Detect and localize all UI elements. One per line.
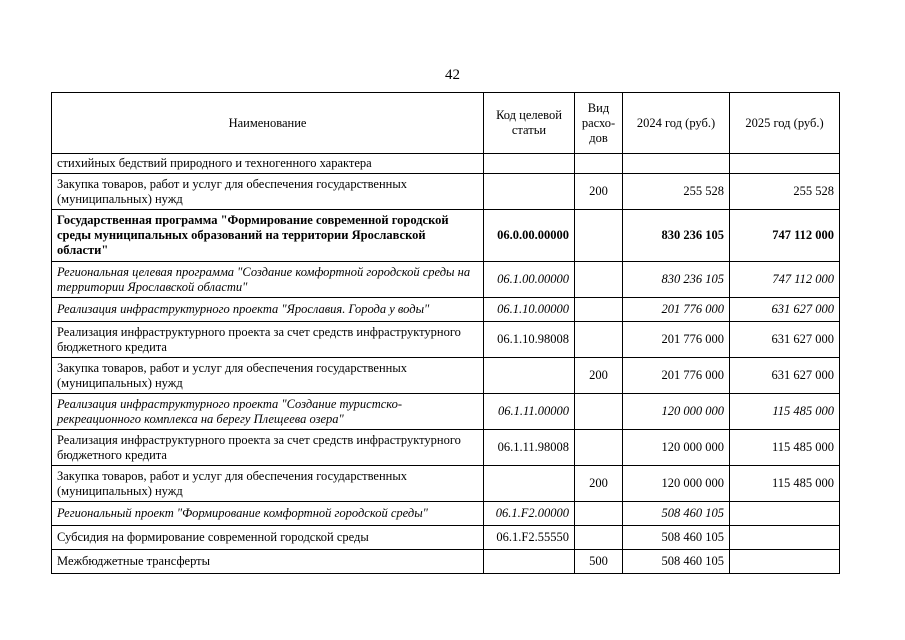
cell-name: Реализация инфраструктурного проекта за счет средств инфраструктурного бюджетного кредита xyxy=(52,430,484,466)
cell-2025: 115 485 000 xyxy=(730,394,840,430)
cell-code: 06.1.F2.55550 xyxy=(484,526,575,550)
cell-2025: 255 528 xyxy=(730,174,840,210)
cell-2024: 120 000 000 xyxy=(623,466,730,502)
cell-vid xyxy=(575,502,623,526)
cell-2025: 115 485 000 xyxy=(730,466,840,502)
cell-name: Закупка товаров, работ и услуг для обеспечения государственных (муниципальных) нужд xyxy=(52,358,484,394)
cell-2024: 120 000 000 xyxy=(623,394,730,430)
cell-name: Реализация инфраструктурного проекта за счет средств инфраструктурного бюджетного кредита xyxy=(52,322,484,358)
cell-vid xyxy=(575,526,623,550)
table-row xyxy=(52,394,840,430)
table-row xyxy=(52,358,840,394)
cell-code xyxy=(484,466,575,502)
cell-code: 06.1.F2.00000 xyxy=(484,502,575,526)
cell-name: стихийных бедствий природного и техногенного характера xyxy=(52,154,484,174)
table-row xyxy=(52,550,840,574)
cell-2025 xyxy=(730,550,840,574)
cell-code xyxy=(484,174,575,210)
cell-vid: 200 xyxy=(575,358,623,394)
cell-code: 06.1.11.00000 xyxy=(484,394,575,430)
cell-2025: 631 627 000 xyxy=(730,358,840,394)
cell-2025 xyxy=(730,526,840,550)
table-row xyxy=(52,262,840,298)
table-row xyxy=(52,526,840,550)
header-code: Код целевой статьи xyxy=(484,93,575,154)
cell-code: 06.1.00.00000 xyxy=(484,262,575,298)
cell-2024: 255 528 xyxy=(623,174,730,210)
cell-code: 06.1.11.98008 xyxy=(484,430,575,466)
cell-2024: 830 236 105 xyxy=(623,210,730,262)
cell-2025: 631 627 000 xyxy=(730,322,840,358)
table-row xyxy=(52,430,840,466)
table-row xyxy=(52,154,840,174)
cell-2024: 201 776 000 xyxy=(623,358,730,394)
cell-2024: 508 460 105 xyxy=(623,502,730,526)
cell-2025: 631 627 000 xyxy=(730,298,840,322)
cell-name: Закупка товаров, работ и услуг для обеспечения государственных (муниципальных) нужд xyxy=(52,174,484,210)
cell-vid xyxy=(575,430,623,466)
cell-code xyxy=(484,154,575,174)
table-body xyxy=(52,154,840,574)
cell-2024: 201 776 000 xyxy=(623,322,730,358)
cell-vid xyxy=(575,154,623,174)
cell-name: Межбюджетные трансферты xyxy=(52,550,484,574)
table-row xyxy=(52,210,840,262)
cell-vid: 200 xyxy=(575,174,623,210)
cell-vid xyxy=(575,322,623,358)
header-name: Наименование xyxy=(52,93,484,154)
cell-name: Реализация инфраструктурного проекта "Создание туристско-рекреационного комплекса на берегу Плещеева озера" xyxy=(52,394,484,430)
cell-vid: 200 xyxy=(575,466,623,502)
cell-code: 06.1.10.00000 xyxy=(484,298,575,322)
cell-2024: 201 776 000 xyxy=(623,298,730,322)
cell-2024: 830 236 105 xyxy=(623,262,730,298)
cell-code: 06.1.10.98008 xyxy=(484,322,575,358)
table-row xyxy=(52,174,840,210)
cell-2024: 508 460 105 xyxy=(623,526,730,550)
table-header-row xyxy=(52,93,840,154)
header-2024: 2024 год (руб.) xyxy=(623,93,730,154)
cell-code xyxy=(484,358,575,394)
header-2025: 2025 год (руб.) xyxy=(730,93,840,154)
cell-name: Государственная программа "Формирование современной городской среды муниципальных образований на территории Ярославской области" xyxy=(52,210,484,262)
cell-name: Субсидия на формирование современной городской среды xyxy=(52,526,484,550)
cell-2025 xyxy=(730,502,840,526)
cell-vid xyxy=(575,210,623,262)
table-row xyxy=(52,298,840,322)
cell-vid: 500 xyxy=(575,550,623,574)
table-row xyxy=(52,502,840,526)
cell-vid xyxy=(575,298,623,322)
cell-name: Региональная целевая программа "Создание комфортной городской среды на территории Ярославской области" xyxy=(52,262,484,298)
cell-2025: 747 112 000 xyxy=(730,210,840,262)
cell-2025: 747 112 000 xyxy=(730,262,840,298)
table-row xyxy=(52,322,840,358)
table-row xyxy=(52,466,840,502)
cell-2024: 120 000 000 xyxy=(623,430,730,466)
cell-2024: 508 460 105 xyxy=(623,550,730,574)
cell-2024 xyxy=(623,154,730,174)
cell-code: 06.0.00.00000 xyxy=(484,210,575,262)
cell-code xyxy=(484,550,575,574)
cell-vid xyxy=(575,394,623,430)
cell-2025 xyxy=(730,154,840,174)
cell-vid xyxy=(575,262,623,298)
cell-name: Региональный проект "Формирование комфортной городской среды" xyxy=(52,502,484,526)
cell-2025: 115 485 000 xyxy=(730,430,840,466)
cell-name: Реализация инфраструктурного проекта "Ярославия. Города у воды" xyxy=(52,298,484,322)
budget-table xyxy=(51,92,840,574)
cell-name: Закупка товаров, работ и услуг для обеспечения государственных (муниципальных) нужд xyxy=(52,466,484,502)
header-vid: Вид расхо-дов xyxy=(575,93,623,154)
page-number: 42 xyxy=(445,67,460,83)
